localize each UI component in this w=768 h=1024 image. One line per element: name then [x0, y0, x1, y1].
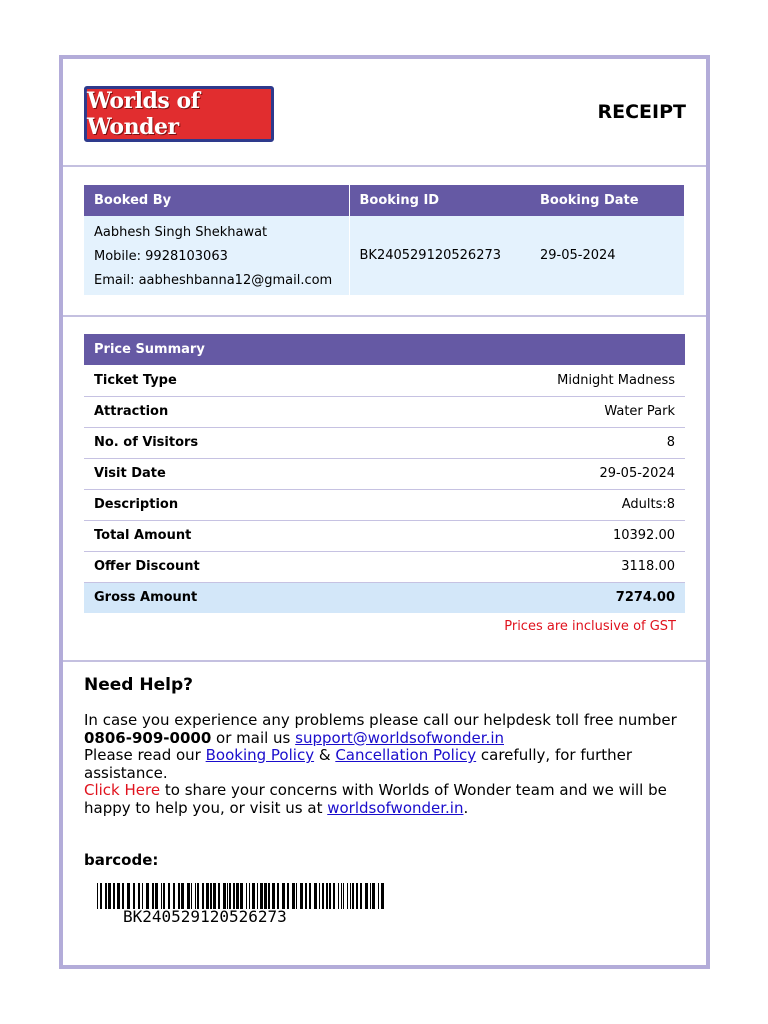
help-line3a: to share your concerns with Worlds of Wonder team and we will be happy to help you, or visit us at — [84, 781, 667, 817]
help-text — [84, 712, 684, 817]
price-row-label: Attraction — [84, 396, 371, 427]
gross-amount-value: 7274.00 — [371, 582, 685, 613]
barcode-bar — [350, 883, 351, 909]
header-divider — [63, 165, 706, 167]
barcode-value: BK240529120526273 — [123, 907, 287, 926]
barcode-label: barcode: — [84, 851, 159, 869]
barcode-bar — [178, 883, 180, 909]
price-row-value: Midnight Madness — [371, 365, 685, 396]
barcode-bar — [322, 883, 324, 909]
barcode-bar — [227, 883, 228, 909]
booking-date-header: Booking Date — [530, 185, 684, 216]
cancellation-policy-link[interactable]: Cancellation Policy — [335, 746, 477, 764]
booked-by-header: Booked By — [84, 185, 349, 216]
helpdesk-phone: 0806-909-0000 — [84, 728, 212, 747]
barcode-bar — [122, 883, 124, 909]
price-row — [84, 396, 685, 427]
price-summary-table — [84, 334, 685, 613]
barcode-bar — [100, 883, 102, 909]
price-row-value: 10392.00 — [371, 520, 685, 551]
barcode-bar — [292, 883, 295, 909]
barcode-bar — [264, 883, 267, 909]
barcode-bar — [213, 883, 216, 909]
barcode-bar — [314, 883, 317, 909]
gross-amount-label: Gross Amount — [84, 582, 371, 613]
barcode-bar — [155, 883, 158, 909]
barcode-bar — [138, 883, 140, 909]
barcode-bar — [365, 883, 368, 909]
barcode-bar — [105, 883, 107, 909]
barcode — [97, 883, 387, 931]
booking-policy-link[interactable]: Booking Policy — [205, 746, 315, 764]
barcode-bar — [260, 883, 263, 909]
help-line1: In case you experience any problems please call our helpdesk toll free number — [84, 711, 677, 729]
booking-id-header: Booking ID — [349, 185, 530, 216]
barcode-bar — [378, 883, 379, 909]
barcode-bar — [168, 883, 170, 909]
barcode-bar — [108, 883, 111, 909]
barcode-bar — [300, 883, 303, 909]
barcode-bar — [252, 883, 255, 909]
barcode-bar — [191, 883, 192, 909]
barcode-bar — [272, 883, 275, 909]
barcode-bar — [249, 883, 250, 909]
price-divider — [63, 660, 706, 662]
barcode-bar — [173, 883, 175, 909]
receipt-header — [63, 59, 706, 169]
barcode-bar — [240, 883, 243, 909]
barcode-bar — [268, 883, 270, 909]
barcode-bar — [195, 883, 196, 909]
gst-note: Prices are inclusive of GST — [504, 619, 676, 634]
barcode-bar — [152, 883, 154, 909]
price-row — [84, 551, 685, 582]
help-line1b: or mail us — [211, 728, 296, 747]
price-row-value: 3118.00 — [371, 551, 685, 582]
barcode-bar — [133, 883, 135, 909]
receipt-title: RECEIPT — [597, 101, 686, 123]
booking-row — [84, 216, 684, 295]
price-row — [84, 520, 685, 551]
barcode-bar — [223, 883, 226, 909]
customer-mobile: Mobile: 9928103063 — [94, 248, 228, 264]
price-row-label: No. of Visitors — [84, 427, 371, 458]
price-row — [84, 489, 685, 520]
help-title: Need Help? — [84, 675, 193, 695]
price-row-label: Total Amount — [84, 520, 371, 551]
booked-by-cell — [84, 216, 349, 295]
barcode-bar — [142, 883, 143, 909]
booking-date-value: 29-05-2024 — [530, 216, 684, 295]
logo-text: Worlds of Wonder — [87, 88, 200, 140]
help-section — [84, 675, 684, 817]
barcode-bar — [360, 883, 362, 909]
barcode-bar — [370, 883, 371, 909]
barcode-bar — [127, 883, 130, 909]
barcode-bar — [257, 883, 258, 909]
barcode-bar — [146, 883, 149, 909]
customer-name: Aabhesh Singh Shekhawat — [94, 224, 268, 240]
gross-amount-row — [84, 582, 685, 613]
price-row — [84, 365, 685, 396]
barcode-bar — [117, 883, 120, 909]
booking-id-value: BK240529120526273 — [349, 216, 530, 295]
barcode-bar — [338, 883, 339, 909]
barcode-bars — [97, 883, 387, 909]
website-link[interactable]: worldsofwonder.in — [327, 798, 464, 817]
barcode-bar — [202, 883, 204, 909]
help-line3b: . — [463, 798, 469, 817]
barcode-bar — [206, 883, 209, 909]
barcode-bar — [218, 883, 220, 909]
barcode-bar — [246, 883, 247, 909]
barcode-bar — [97, 883, 98, 909]
price-row-label: Visit Date — [84, 458, 371, 489]
price-row-value: 8 — [371, 427, 685, 458]
barcode-bar — [381, 883, 384, 909]
barcode-bar — [210, 883, 212, 909]
barcode-bar — [347, 883, 348, 909]
barcode-bar — [161, 883, 162, 909]
barcode-bar — [236, 883, 239, 909]
click-here-link[interactable]: Click Here — [84, 781, 161, 799]
barcode-bar — [309, 883, 311, 909]
barcode-bar — [113, 883, 115, 909]
price-row-value: 29-05-2024 — [371, 458, 685, 489]
barcode-bar — [163, 883, 165, 909]
support-email-link[interactable]: support@worldsofwonder.in — [295, 728, 504, 747]
barcode-bar — [319, 883, 320, 909]
help-amp: & — [314, 746, 336, 764]
booking-divider — [63, 315, 706, 317]
price-row-label: Ticket Type — [84, 365, 371, 396]
price-row-label: Description — [84, 489, 371, 520]
receipt-frame — [59, 55, 710, 969]
barcode-bar — [343, 883, 344, 909]
help-line2a: Please read our — [84, 746, 206, 764]
price-summary-title: Price Summary — [84, 334, 685, 365]
price-row-value: Water Park — [371, 396, 685, 427]
barcode-bar — [326, 883, 328, 909]
barcode-bar — [372, 883, 375, 909]
price-row-label: Offer Discount — [84, 551, 371, 582]
barcode-bar — [233, 883, 235, 909]
barcode-bar — [352, 883, 354, 909]
worlds-of-wonder-logo — [84, 86, 274, 142]
price-row — [84, 458, 685, 489]
barcode-bar — [277, 883, 279, 909]
barcode-bar — [229, 883, 231, 909]
booking-table — [84, 185, 684, 295]
customer-email: Email: aabheshbanna12@gmail.com — [94, 272, 333, 288]
barcode-bar — [181, 883, 184, 909]
barcode-bar — [329, 883, 331, 909]
price-row — [84, 427, 685, 458]
barcode-bar — [341, 883, 342, 909]
barcode-bar — [287, 883, 289, 909]
barcode-bar — [296, 883, 297, 909]
barcode-bar — [305, 883, 307, 909]
barcode-bar — [197, 883, 199, 909]
barcode-bar — [187, 883, 190, 909]
help-line2b: carefully, for further assistance. — [84, 746, 633, 782]
barcode-bar — [282, 883, 285, 909]
price-row-value: Adults:8 — [371, 489, 685, 520]
barcode-bar — [333, 883, 335, 909]
barcode-bar — [356, 883, 358, 909]
